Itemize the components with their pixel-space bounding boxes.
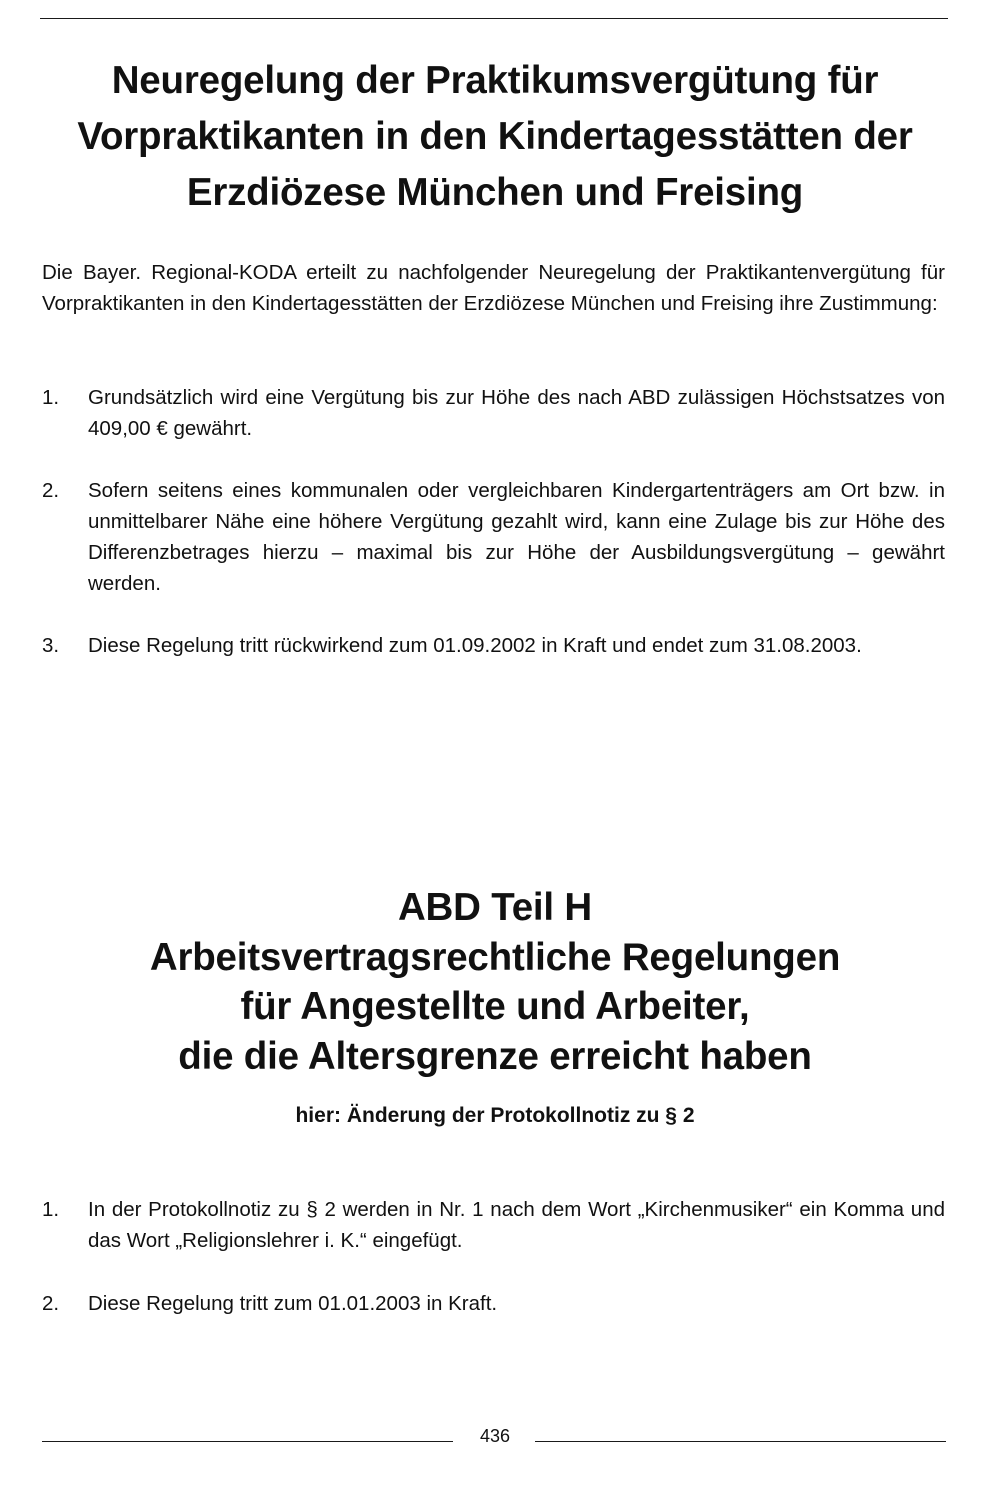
list-item-number: 1. [42,1198,60,1221]
section1-title-line: Neuregelung der Praktikumsvergütung für [111,59,879,102]
section1-list-item [42,475,945,599]
list-item-text: Grundsätzlich wird eine Vergütung bis zur Höhe des nach ABD zulässigen Höchstsatzes von 409,00 € gewährt. [88,386,945,440]
list-item-number: 2. [42,1292,60,1315]
section2-title [40,883,950,1081]
section2-list-item [42,1194,945,1256]
list-item-number: 1. [42,386,60,409]
section1-title-line: Vorpraktikanten in den Kindertagesstätten der [77,115,913,158]
list-item-text: In der Protokollnotiz zu § 2 werden in Nr. 1 nach dem Wort „Kirchenmusiker“ ein Komma und das Wort „Religionslehrer i. K.“ eingefügt. [88,1198,945,1252]
page-number: 436 [479,1426,511,1446]
section2-title-line: ABD Teil H [397,886,593,929]
section2-title-line: für Angestellte und Arbeiter, [240,985,750,1028]
section1-title [40,53,950,221]
footer-rule-left [42,1441,453,1442]
list-item-text: Sofern seitens eines kommunalen oder vergleichbaren Kindergartenträgers am Ort bzw. in unmittelbarer Nähe eine höhere Vergütung gezahlt wird, kann eine Zulage bis zur Höhe des Differenzbetrages hierzu – maximal bis zur Höhe der Ausbildungsvergütung – gewährt werden. [88,479,945,595]
list-item-number: 3. [42,634,60,657]
section2-title-line: Arbeitsvertragsrechtliche Regelungen [149,935,841,979]
list-item-text: Diese Regelung tritt zum 01.01.2003 in Kraft. [88,1292,498,1315]
section2-list-item [42,1288,945,1319]
section2-title-line: die die Altersgrenze erreicht haben [178,1034,812,1078]
section1-title-line: Erzdiözese München und Freising [186,171,804,214]
list-item-text: Diese Regelung tritt rückwirkend zum 01.09.2002 in Kraft und endet zum 31.08.2003. [88,634,862,657]
section1-list-item [42,382,945,444]
section2-subtitle: hier: Änderung der Protokollnotiz zu § 2 [295,1104,695,1127]
section1-intro: Die Bayer. Regional-KODA erteilt zu nachfolgender Neuregelung der Praktikantenvergütung für Vorpraktikanten in den Kindertagesstätten der Erzdiözese München und Freising ihre Zustimmung: [42,261,945,315]
top-rule [40,18,948,19]
list-item-number: 2. [42,479,60,502]
footer-rule-right [535,1441,946,1442]
section1-list-item [42,630,945,661]
